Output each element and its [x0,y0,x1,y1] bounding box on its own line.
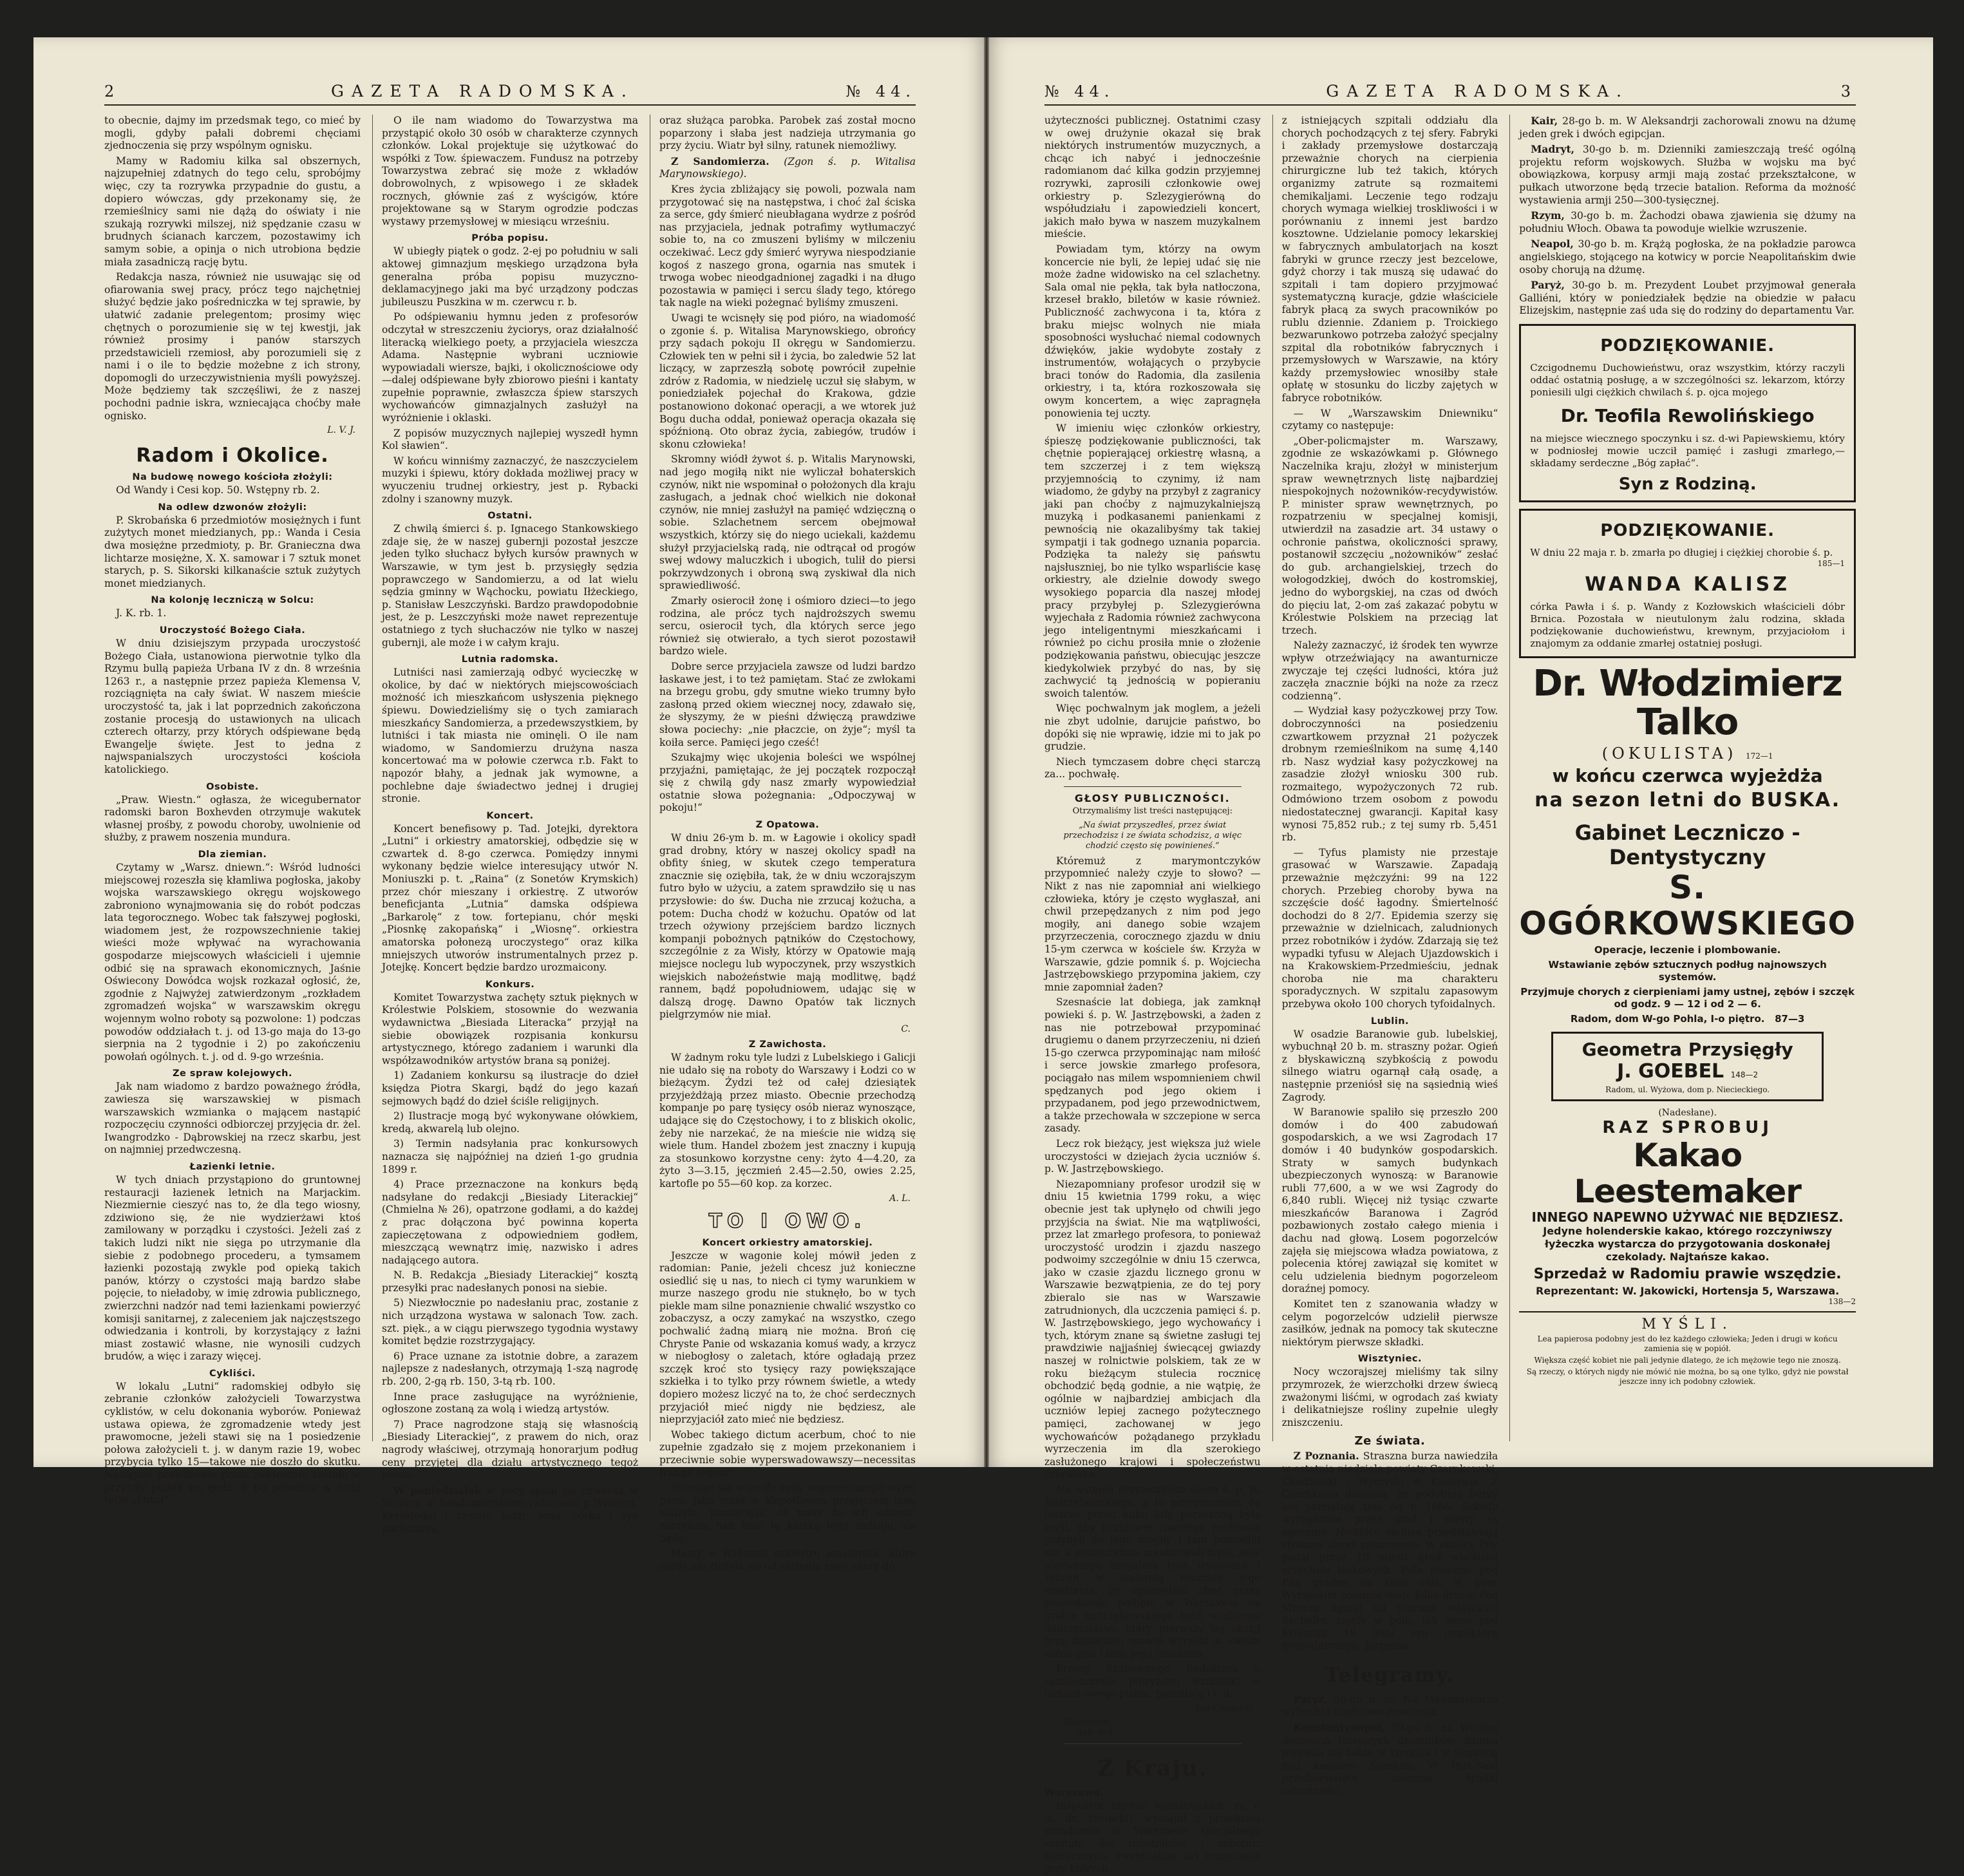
article-paragraph: Stosując się więc do rady wspomnianego wyżej pana, jaka mnie w kłopotliwem przyjęciem mną zbliżyła, pamiętając, że mnie do ich odnosić zaczynam nań brać tę kartkę tego rodzaju nie będę. [659,1482,916,1544]
article-paragraph: Nocy wczorajszej mieliśmy tak silny przymrozek, że wierzchołki drzew świecą zważonymi liśćmi, w ogrodach zaś kwiaty i delikatniejsze rośliny zupełnie uległy zniszczeniu. [1281,1366,1498,1428]
article-paragraph: Powiadam tym, którzy na owym koncercie nie byli, że lepiej udać się nie może żadne widowisko na cel szlachetny. Sala omal nie pękła, tak była natłoczona, krzeseł brakło, biletów w kasie również. Publiczność zachwycona i ta, która z braku miejsc wolnych nie miała sposobności wysłuchać niemal codownych dźwięków, jakie wydobyte zostały z instrumentów, wołających o przybycie braci tonów do Radomia, dla zasilenia orkiestry, i ta, która rozkoszowała się owym koncertem, a więc zapragnęła ponowienia tej uczty. [1044,243,1261,419]
issue-number: № 44. [1044,82,1115,100]
article-paragraph: P. Skrobańska 6 przedmiotów mosiężnych i funt zużytych monet miedzianych, pp.: Wanda i Cesia dwa mosiężne przedmioty, p. Br. Granieczna dwa lichtarze mosiężne, X. X. samowar i 7 sztuk monet starych, p. S. Sikorski kilkanaście sztuk zużytych monet miedzianych. [104,514,361,589]
ad-code: 138—2 [1828,1296,1856,1306]
inline-text: Straszna burza nawiedziła w ostatnią niedzielę powiaty Czarnkowski, Chodzieski i Wyrzyski w Księstwie. Z Czarnkowa donoszą, że podobnej burzy nie pamiętają tam od r. 1866. Szkody wyrządzone przez grad i ulewy są ogromne. Niektóre okolice przedstawiają straszny obraz zniszczenia. W okolicy Piły padał przez 10 minut grad wielkości orzechów laskowych. Pola pszenne pod Piłą graden na kilka cali. W pow. Wyrzyskim połamał wiatr kilka drzew. Pod Mroczą zginął od pioruna właściciel Sechafer, zajęty w polu, tak samo pod Krajanką 19 letni syn inspektora gospodarczego, Jurgensa. [1281,1450,1498,1652]
newspaper-spread [33,37,1933,1875]
article-paragraph: Któremuż z marymontczyków przypomnieć należy czyje to słowo? — Nikt z nas nie zapomniał ani wielkiego człowieka, który je często wygłaszał, ani chwil przepędzanych z nim pod jego mogiły, ani danego sobie wzajem przyrzeczenia, corocznego zjazdu w dniu 15-ym czerwca w kościele św. Krzyża w Warszawie, gdzie pomnik ś. p. Wojciecha Jastrzębowskiego przypomina jakiem, czy mnie zapomniał żaden? [1044,855,1261,993]
section-title-radom: Radom i Okolice. [136,444,329,468]
place-line: Ulanowice, [1064,1718,1111,1728]
place-line: gub. rad. [1077,1728,1115,1738]
column-1 [104,115,361,1506]
article-paragraph: to obecnie, dajmy im przedsmak tego, co mieć by mogli, gdyby pałali dobremi chęciami zjednoczenia się przy wspólnym ognisku. [104,115,361,152]
article-paragraph: W lokalu „Lutni“ radomskiej odbyło się zebranie członków założycieli Towarzystwa cyklistów, w celu dokonania wyborów. Ponieważ ustawa opiewa, że zgromadzenie wtedy jest prawomocne, jeżeli stawi się na 1 posiedzenie połowa założycieli t. j. w danym razie 19, wobec przybycia tylko 15—takowe nie doszło do skutku. Następne posiedzenie przez zawiesznie zostało w przyszły piątek na godz. 6 po południu w lutni tejże „Lutni“. [104,1380,361,1506]
inline-text: w nocy spalił się czworak w Słupczy w Sandomierskiem (własność p.Wincent. Kerskiego) i czworo ludzi: żona, córka i syn pachciarza, [382,1484,638,1535]
article-paragraph [1519,143,1856,207]
ad-talko-line: na sezon letni do BUSKA. [1534,788,1841,811]
subheading: Uroczystość Bożego Ciała. [159,625,306,636]
inline-heading: Madryt, [1531,143,1575,156]
ad-geo-address: Radom, ul. Wyżowa, dom p. Niecieckiego. [1605,1085,1770,1094]
subheading: Osobiste. [206,781,259,792]
article-paragraph: Koncert benefisowy p. Tad. Jotejki, dyrektora „Lutni“ i orkiestry amatorskiej, odbędzie się w czwartek d. 8-go czerwca. Pomiędzy innymi wykonany będzie wielce interesujący utwór N. Moniuszki p. t. „Raina“ (z Sonetów Krymskich) przez chór mieszany i orkiestrę. Z utworów beneficjanta „Lutnia“ damska odśpiewa „Barkarolę“ z tow. fortepianu, chór męski „Piosnkę zakopańską“ i „Wiosnę“. orkiestra amatorska połonezą uroczystego“ oraz kilka mniejszych utworów instrumentalnych przez p. Jotejkę. Koncert będzie bardzo urozmaicony. [382,822,638,974]
article-paragraph: oraz służąca parobka. Parobek zaś został mocno poparzony i słaba jest nadzieja utrzymania go przy życiu. Wiatr był silny, ratunek niemożliwy. [659,115,916,152]
mysli-line: Są rzeczy, o których nigdy nie mówić nie można, bo są one tylko, gdyż nie powstał jeszcze inny ich podobny człowiek. [1526,1367,1849,1386]
article-paragraph: Jeszcze w wagonie kolej mówił jeden z radomian: Panie, jeżeli chcesz już konieczne osiedlić się u nas, to niech ci tymy warunkiem w murze naszego grodu nie stuknęło, bo w tych piekle mam silne ponaznienie chwalić wszystko co zobaczysz, a oczy zamykać na wszystko, czego pochwalić żadną miarą nie można. Broń cię Chryste Panie od wskazania komuś wady, a krzycz w niebogłosy o zaletach, które ogładają przez szczęk kroć sto tysięcy razy powiększające szkiełka i to tylko przy równem świetle, a wtedy dopiero możesz liczyć na to, że choć serdecznych przyjaciół mieć nigdy nie będziesz, ale nieprzyjaciół zato mieć nie będziesz. [659,1249,916,1426]
glosy-subtitle: Otrzymaliśmy list treści następującej: [1072,806,1233,816]
inline-text: 30-go b. m. Na Madagaskarze wybuchła częściowa rewolucja. [1281,1693,1498,1718]
article-paragraph: „Praw. Wiestn.“ ogłasza, że wicegubernator radomski baron Boxhevden otrzymuje wakutek własnej prośby, z powodu choroby, uwolnienie od służby, z prawem noszenia mundura. [104,793,361,844]
ad-text: W dniu 22 maja r. b. zmarła po długiej i ciężkiej chorobie ś. p. [1530,546,1833,558]
ad-geo-name-text: J. GOEBEL [1617,1059,1724,1083]
section-title-glosy: GŁOSY PUBLICZNOŚCI. [1074,791,1231,804]
article-paragraph: Inne prace zasługujące na wyróżnienie, ogłoszone zostaną za wolą i wiedzą artystów. [382,1390,638,1416]
article-paragraph: Uwagi te wcisnęły się pod pióro, na wiadomość o zgonie ś. p. Witalisa Marynowskiego, obrońcy przy sądach pokoju II okręgu w Sandomierzu. Człowiek ten w pełni sił i życia, bo zaledwie 52 lat liczący, w zaprzeszłą sobotę powrócił zupełnie zdrów z Radomia, w niedzielę uczuł się słabym, w poniedziałek pojechał do Krakowa, gdzie postanowiono dokonać operacji, a we wtorek już Bogu ducha oddał, ponieważ operacja okazała się spóźnioną. Oto obraz życia, zabiegów, trudów i skonu człowieka! [659,312,916,450]
ad-gab-title: Gabinet Leczniczo - Dentystyczny [1574,820,1800,869]
article-paragraph: W ubiegły piątek o godz. 2-ej po południu w sali aktowej gimnazjum męskiego urządzona była generalna próba popisu muzyczno-deklamacyjnego jaki ma być urządzony podczas jubileuszu Puszkina w m. czerwcu r. b. [382,245,638,308]
article-paragraph [659,155,916,181]
newspaper-title: GAZETA RADOMSKA. [331,82,634,100]
page-left [33,37,987,1572]
glosy-quote: „Na świat przyszedłeś, przez świat przechodzisz i ze świata schodzisz, a więc chodzić często się powinieneś.“ [1063,820,1242,851]
subheading: Lublin. [1370,1016,1410,1027]
issue-number: № 44. [845,82,916,100]
signature: L. V. J. [327,425,355,436]
ad-talko-name: Dr. Włodzimierz Talko [1533,662,1842,743]
article-paragraph: Szesnaście lat dobiega, jak zamknął powieki ś. p. W. Jastrzębowski, a żaden z nas nie potrzebował przypominać drugiemu o danem przyrzeczeniu, ni dzień 15-go czerwca przypominając nam miłość i serce jowskie zmarłego profesora, pociągało nas milem wspomnieniem chwil spędzanych pod jego okiem i przypadanem, pod jego przewodnictwem, a także przechowała w szczepione w serca zasady. [1044,996,1261,1135]
article-paragraph: 6) Prace uznane za istotnie dobre, a zarazem najlepsze z nadesłanych, otrzymają 1-szą nagrodę rb. 200, 2-gą rb. 150, 3-tą rb. 100. [382,1350,638,1388]
article-paragraph: Od Wandy i Cesi kop. 50. Wstępny rb. 2. [116,484,320,497]
article-paragraph: Proszę Szanownego Redaktora o zamieszczenie powyższej wzmianki w łamach swego pisma, pozostaję i t. d. [1044,1663,1261,1700]
binding-gutter [984,37,989,1467]
ad-kakao-line: INNEGO NAPEWNO UŻYWAĆ NIE BĘDZIESZ. [1531,1209,1844,1225]
ad-code: 87—3 [1775,1012,1805,1025]
article-paragraph: 3) Termin nadsyłania prac konkursowych naznacza się najpóźniej na dzień 1-go grudnia 1899 r. [382,1138,638,1175]
ad-gab-line [1519,1013,1856,1025]
inline-heading: Z Sandomierza. [671,155,770,167]
section-title-telegramy: Telegramy. [1325,1663,1455,1687]
subheading: Na budowę nowego kościoła złożyli: [132,472,333,483]
signature: Jan Chajecki. [1195,1703,1256,1714]
subheading: Na odlew dzwonów złożyli: [158,502,307,513]
article-paragraph [1282,1693,1498,1719]
ad-kakao [1519,1108,1856,1306]
inline-heading: Neapol, [1531,238,1574,251]
article-paragraph: Komitet Towarzystwa zachęty sztuk pięknych w Królestwie Polskiem, stosownie do wezwania wydawnictwa „Biesiada Literacka“ przyjął na siebie obowiązek rozpisania konkursu artystycznego, którego zadaniem i warunki dla współzawodników artystów brana są poniżej. [382,991,638,1066]
article-paragraph: W dniu dzisiejszym przypada uroczystość Bożego Ciała, ustanowiona pierwotnie tylko dla Rzymu bullą papieża Urbana IV z dn. 8 września 1263 r., a następnie przez papieża Klemensa V, rozciągnięta na cały świat. W naszem mieście uroczystość ta, jak i lat poprzednich zakończona zostanie procesją do ustawionych na ulicach czterech ołtarzy, przy których odśpiewane będą Ewangelje święte. Jest to jedna z najwspanialszych uroczystości kościoła katolickiego. [104,638,361,775]
article-paragraph: Niech tymczasem dobre chęci starczą za... pochwałę. [1044,755,1261,781]
article-paragraph: W osadzie Baranowie gub. lubelskiej, wybuchnął 20 b. m. straszny pożar. Ogień z błyskawiczną szybkością z powodu silnego wiatru ogarnął całą osadę, a następnie przeniósł się na sąsiednią wieś Zagrody. [1281,1028,1498,1103]
article-paragraph [1282,1721,1498,1798]
inline-text: 30-go b. m. Prezydent Loubet przyjmował generała Galliéni, który w poniedziałek będzie na obiedzie w pałacu Elizejskim, następnie zaś uda się do rodziny do departamentu Var. [1519,280,1856,317]
article-paragraph [1282,1450,1498,1653]
inline-text: 30-go b. m. Krążą pogłoska, że na pokładzie parowca angielskiego, stojącego na kotwicy w porcie Neapolitańskim dwie osoby chorują na dżumę. [1519,238,1856,276]
article-paragraph: Niezapomniany profesor urodził się w dniu 15 kwietnia 1799 roku, a więc obecnie jest tak upłynęło od chwili jego przyjścia na świat. Nie ma wątpliwości, przez lat zmarłego profesora, to ponieważ uroczystość urodzin i zjazdu naszego podwoimy szczególnie w dniu 15 czerwca, jako w czasie zjazdu licznego gronu w Warszawie bezwątpienia, ze do tej pory zbieralo sie nas w Warszawie zatrudnionych, dla uczczenia pamięci ś. p. W. Jastrzębowskiego, jego wychowańcy i tych, którym znane są świetne zasługi tej prawdziwie najjaśniej świecącej gwiazdy naszej w rolnictwie polskiem, tak ze w roku bieżącym stulecia rocznicę obchodzić będą godnie, a nie wątpię, że ogólnie w najbardziej ambicjach dla uczniów lepiej zacnego pożytecznego pamięci, zachowanej w jego wychowańców pożądanego przykładu wyrzeczenia im dla szerokiego zasłużonego krajowi i społeczeństwu człowieka. [1044,1178,1261,1481]
article-paragraph: Na wstępie przytoczyłem słowa ś. p. W. Jastrzębowskiego, a to przypominam, że jeszcze przed kilku laty poruszoną była myśl, aby uczniowie zmarłego profesora przybyli do jego mogiły i tam pomodlili się, a jednocześnie zrealizowali myśl, żeby pierwszego inicjatora tych wycieczek i zebrań w stuletnią rocznicę jego urodzenia, by upamiętnić choć przez pochodzenie podjęte w Warszawie na grobie Jastrzębowskiego hołd wielkiemu nauczycielowi, który pierwszy tej okazji przy dzisiejszej mowie wyrzekł w swoim sercu głos i imię jego imieniem. [1044,1483,1261,1660]
ad-geo-title: Geometra Przysięgły [1582,1038,1793,1060]
article-paragraph: Czytamy w „Warsz. dniewn.“: Wśród ludności miejscowej rozeszła się kłamliwa pogłoska, jakoby wojska warszawskiego okręgu wojskowego zabroniono wynajmowania się do robót podczas lata tegorocznego. Wobec tak fałszywej pogłoski, wiadomem jest, że rozpowszechnienie takiej wieści może wpływać na wyrachowania gospodarze miejscowych właścicieli i ujemnie odbić się na sprawach ekonomicznych, Jaśnie Oświecony Dowódca wojsk rozkazał ogłosić, że, zgodnie z Najwyżej zatwierdzonym „rozkładem zgromadzeń wojska“ w warszawskim okręgu wojennym wolno roboty są pozwolone: 1) podczas powodów oddziałach t. j. od 13-go maja do 13-go sierpnia na 2 tygodnie i 2) po zakończeniu powołań ogólnych. t. j. od d. 9-go września. [104,861,361,1063]
inline-heading: Konstantynopol, [1293,1721,1385,1734]
signature: A. L. [889,1193,911,1204]
subheading: Koncert orkiestry amatorskiej. [702,1237,873,1248]
article-paragraph: — Wydział kasy pożyczkowej przy Tow. dobroczynności na posiedzeniu czwartkowem przyznał 21 pożyczek drobnym rzemieślnikom na sumę 4,140 rb. Nasz wydział kasy pożyczkowej na zasadzie złożył wniosku 300 rub. rozmaitego, wypożyczonych 72 rub. Odmówiono trzem osobom z powodu niedostatecznej gwarancji. Kapitał kasy wynosi 75,852 rub.; z tej sumy rb. 5,451 rb. [1281,705,1498,844]
ad-heading: PODZIĘKOWANIE. [1600,520,1775,540]
ad-name: Dr. Teofila Rewolińskiego [1560,404,1815,426]
article-paragraph: W dniu 26-ym b. m. w Łagowie i okolicy spadł grad drobny, który w naszej okolicy spadł na obfity śnieg, w skutek czego temperatura znacznie się oziębiła, tak, że w dniu wczorajszym futro było w użyciu, a zatem sprawdziło się u nas przysłowie: do św. Ducha nie zrzucaj kożucha, a potem: Ducha chodź w kożuchu. Opatów od lat trzech ożywiony przejściem bardzo licznych kompanji pobożnych pątników do Częstochowy, szczególnie z za Wisły, którzy w Opatowie mają miejsce noclegu lub wypoczynek, przy wszystkich wiejskich nabożeństwie mają modlitwę, bądź rannem, bądź popołudniowem, udając się w dalszą drogę. Dawno Opatów tak licznych pielgrzymów nie miał. [659,832,916,1021]
ad-text: Czcigodnemu Duchowieństwu, oraz wszystkim, którzy raczyli oddać ostatnią posługę, a w szczególności sz. lekarzom, którzy poniesili ulgi ciężkich chwilach ś. p. ojca mojego [1530,361,1846,398]
ad-kakao-note: (Nadesłane). [1658,1107,1717,1118]
ad-gab-address: Radom, dom W-go Pohla, I-o piętro. [1570,1012,1765,1025]
article-paragraph: Mamy w Radomiu kilka sal obszernych, najzupełniej zdatnych do tego celu, sprobójmy więc, czy ta rozrywka przypadnie do gustu, a dopiero wówczas, gdy przekonamy się, że rzemieślnicy sami nie dążą do oświaty i nie szukają rozrywki milszej, niż spędzanie czasu w brudnych ścianach karczem, pozostawimy ich samym sobie, a opinja o nich utrobiona będzie miała zasadniczą rację bytu. [104,155,361,268]
subheading: Dla ziemian. [198,849,267,860]
article-paragraph: W tych dniach przystąpiono do gruntownej restauracji łazienek letnich na Marjackim. Niezmiernie cieszyć nas to, że dla tego wiosny, zdziwiono się, że nie wydzierżawi ktoś zamilowany w porządku i czystości. Jeżeli zaś z takich ludzi nikt nie sięga po utrzymanie dla siebie z podobnego procederu, a tymsamem łazienki pozostają zwykle pod opieką takich panów, którzy o czystości mają bardzo słabe pojęcie, to nieładoby, w imię zdrowia publicznego, zwierzchni nadzór nad temi łazienkami powierzyć komisji sanitarnej, z zaleceniem jak najczęstszego odwiedzania i kontroli, by korzystający z łaźni miast zostawić własne, nie wynosili cudzych brudów, a więc i zarazy więcej. [104,1173,361,1363]
ad-goebel [1551,1032,1824,1101]
subheading: Na kolonję leczniczą w Solcu: [151,595,314,606]
ad-geo-name [1558,1060,1817,1083]
inline-heading: Rzym, [1531,209,1565,222]
subheading: Z Opatowa. [755,820,820,831]
article-paragraph: — W „Warszawskim Dniewniku“ czytamy co następuje: [1281,407,1498,432]
subheading: Ostatni. [487,511,533,522]
section-title-to-i-owo: TO I OWO. [708,1209,867,1233]
article-paragraph: Skromny wiódł żywot ś. p. Witalis Marynowski, nad jego mogiłą nikt nie wyliczał bohaterskich czynów, nikt nie wspominał o położonych dla kraju zasługach, a jednak choć wielkich nie dokonał czynów, nie mniej zasłużył na pamięć wdzięczną o sobie. Szlachetnem sercem obejmował wszystkich, którzy się do niego uciekali, każdemu służył przyjacielską radą, nie odtrącał od progów swej wdowy maluczkich i ubogich, tulił do piersi pokrzywdzonych i obroną swą zyskiwał dla nich sprawiedliwość. [659,453,916,592]
subheading: Cykliści. [209,1368,256,1379]
ad-ogorkowski [1519,820,1856,1025]
article-paragraph: użyteczności publicznej. Ostatnimi czasy w owej drużynie okazał się brak niektórych instrumentów muzycznych, a chcąc ich nabyć i jednocześnie radomianom dać kilka godzin przyjemnej rozrywki, zaprosili członkowie owej orkiestry p. Szlezygierówną do współudziału i zapowiedzieli koncert, jakich mało bywa w naszem muzykalnem mieście. [1044,115,1261,240]
subheading: Lutnia radomska. [461,654,559,665]
article-paragraph: O ile nam wiadomo do Towarzystwa ma przystąpić około 30 osób w charakterze czynnych członków. Lokal projektuje się użytkować do współki z Tow. śpiewaczem. Fundusz na potrzeby Towarzystwa zebrać się może z wkładów dobrowolnych, z wpisowego i ze składek rocznych, głównie zaś z wyścigów, które projektowane są w Starym ogrodzie podczas wystawy przemysłowej w miesiącu wrześniu. [382,115,638,227]
ad-kakao-rep: Reprezentant: W. Jakowicki, Hortensja 5, Warszawa. [1536,1284,1840,1297]
inline-text: 30-go b. m. Żachodzi obawa zjawienia się dżumy na południu Włoch. Obawa ta powoduje wielkie wzruszenie. [1519,210,1856,234]
article-paragraph: — Tyfus plamisty nie przestaje grasować w Warszawie. Zapadają przeważnie mężczyźni: 99 na 122 chorych. Przebieg choroby bywa na szczęście dość łagodny. Śmiertelność dochodzi do 8 2/7. Epidemia szerzy się przeważnie w dzielnicach, zaludnionych przez robotników i żydów. Zdarzają się też wypadki tyfusu w Alejach Ujazdowskich i na Krakowskiem-Przedmieściu, jednak choroba nie ma charakteru sporadycznych. W szpitalu zapasowym przebywa około 100 chorych tyfoidalnych. [1281,846,1498,1010]
inline-heading: Z Poznania. [1293,1450,1359,1463]
section-title-z-kraju: Z Kraju. [1097,1756,1208,1782]
column-6 [1509,115,1856,1441]
article-paragraph: Jak nam wiadomo z bardzo poważnego źródła, zawiesza się warszawskiej w pismach warszawskich wzmianka o mającem nastąpić rozpoczęciu czynności odbiorczej przyjęcia dr. żel. Iwangrodzko - Dąbrowskiej na rzecz skarbu, jest on najmniej przedwczesną. [104,1081,361,1156]
article-paragraph: Więc pochwalnym jak moglem, a jeżeli nie zbyt udolnie, darujcie państwo, bo dopóki się nie wprawię, idzie mi to jak po grudzie. [1044,703,1261,753]
ad-podziekowanie-kalisz [1519,509,1856,658]
page-right [987,37,1933,1875]
article-paragraph: Z popisów muzycznych najlepiej wyszedł hymn Kol sławien“. [382,427,638,452]
article-paragraph: Szukajmy więc ukojenia boleści we wspólnej przyjaźni, pamiętając, że jej początek rozpoczął się z chwilą gdy nasz zmarły wypowiedział ostatnie słowa pożegnania: „Odpoczywaj w pokoju!“ [659,752,916,814]
column-3 [650,115,916,1572]
ad-gab-line: Operacje, leczenie i plombowanie. [1594,943,1781,956]
columns-left [104,115,916,1572]
subheading: Koncert. [486,810,534,821]
article-paragraph: Kres życia zbliżający się powoli, pozwala nam przygotować się na następstwa, i choć żal ściska za serce, gdy śmierć nieubłagana wydrze z pośród nas przyjaciela, jednak potrafimy wytłumaczyć sobie to, na co zmuszeni byliśmy w milczeniu oczekiwać. Lecz gdy śmierć wyrywa niespodzianie kogoś z naszego grona, ogarnia nas smutek i trwoga wobec nieodgadnionej zagadki i na długo pozostawia w pamięci i sercu ślady tego, którego tak nagle na wieki pożegnać byliśmy zmuszeni. [659,183,916,309]
inline-heading: W poniedziałek [393,1484,482,1497]
ad-code: 172—1 [1745,751,1773,761]
ad-talko-line: w końcu czerwca wyjeżdża [1552,764,1823,786]
article-paragraph: Zmarły osierocił żonę i ośmioro dzieci—to jego rodzina, ale prócz tych najdroższych swemu sercu, osierocił tych, dla których serce jego również się otwierało, a tych sierot pozostawił bardzo wiele. [659,594,916,658]
article-paragraph: 1) Zadaniem konkursu są ilustracje do dzieł księdza Piotra Skargi, bądź do jego kazań sejmowych bądź do dzieł ściśle religijnych. [382,1070,638,1107]
column-5 [1272,115,1498,1797]
inline-text: 28-go b. m. W Aleksandrji zachorowali znowu na dżumę jeden grek i dwóch egipcjan. [1519,115,1856,140]
running-head-right [1044,77,1856,106]
inline-text: 30-go b. m. Dzienniki zamieszczają treść ogólną projektu reform wojskowych. Służba w wojsku ma być obowiązkowa, korpusy armji mają zostać przekształcone, w pułkach utworzone będą trzecie batalion. Reforma da możność wystawienia armji 250—300-tysięcznej. [1519,144,1856,206]
section-title-ze-swiata: Ze świata. [1354,1434,1426,1448]
article-paragraph: W końcu winniśmy zaznaczyć, że naszczycielem muzyki i śpiewu, który dokłada możliwej pracy w wyuczeniu trudnej orkiestry, jest p. Rybacki zdolny i szanowny muzyk. [382,455,638,505]
article-paragraph: N. B. Redakcja „Biesiady Literackiej“ kosztą przesyłki prac nadesłanych ponosi na siebie. [382,1269,638,1294]
subheading: Ze spraw kolejowych. [172,1068,292,1079]
ad-talko-profession-text: (OKULISTA) [1601,744,1737,763]
article-paragraph: Lutniści nasi zamierzają odbyć wycieczkę w okolice, by dać w niektórych miejscowościach możność ich mieszkańcom usłyszenia pięknego śpiewu. Dowiedzieliśmy się o tych zamiarach mieszkańcy Sandomierza, a przedewszystkiem, by lutniści i tak miasta nie ominęli. O ile nam wiadomo, w Sandomierzu drużyna nasza koncertować ma w połowie czerwca r.b. Fakt to nąpozór błahy, a jednak jak wymowne, a pochlebne daje świadectwo jednej i drugiej stronie. [382,667,638,805]
column-4 [1044,115,1261,1875]
article-paragraph: Lecz rok bieżący, jest większa już wiele uroczystości w dziejach życia uczniów ś. p. W. Jastrzębowskiego. [1044,1137,1261,1175]
page-number: 2 [104,82,120,100]
article-paragraph: W Baranowie spaliło się przeszło 200 domów i do 400 zabudowań gospodarskich, a we wsi Zagrodach 17 domów i 40 budynków gospodarskich. Straty w samych budynkach ubezpieczonych wynoszą: w Baranowie rubli 77,600, a w we wsi Zagrody do 6,840 rubli. Więcej niż tysiąc czwarte mieszkańców Baranowa i Zagród pozbawionych zostało całego mienia i dachu nad głową. Losem pogorzelców zajęła się miejscowa władza powiatowa, z polecenia której zawiązał się komitet w celu udzielenia biednym pogorzeleom doraźnej pomocy. [1281,1106,1498,1295]
article-paragraph [1519,238,1856,276]
article-paragraph [382,1484,638,1535]
ad-kakao-line: RAZ SPROBUJ [1602,1117,1773,1137]
article-paragraph: Mamy w Radomiu orkiestrę amatorską, która nigdy nie złożyła się od złożenia swej ofiary do [659,1548,916,1572]
article-paragraph: 7) Prace nagrodzone stają się własnością „Biesiady Literackiej“, z prawem do nich, oraz nagrody właściwej, otrzymają honorarjum podług ceny przyjętej dla działu artystycznego tegoż pisma. [382,1418,638,1481]
ad-code: 185—1 [1817,558,1846,568]
ad-name: WANDA KALISZ [1585,573,1790,596]
column-2 [372,115,638,1535]
mysli-line: Większa część kobiet nie pali jedynie dlatego, że ich mężowie tego nie znoszą. [1534,1355,1841,1365]
divider [1064,1743,1242,1744]
ad-kakao-line: Sprzedaż w Radomiu prawie wszędzie. [1533,1265,1842,1282]
article-paragraph [1519,115,1856,140]
article-paragraph: Dobre serce przyjaciela zawsze od ludzi bardzo łaskawe jest, i to też pamiętam. Stać ze zwłokami na brzegu grobu, gdy smutne wieko trumny było zasłoną przed okiem wiecznej nocy, zdawało się, że słyszymy, że w pieśni dźwięczą prawdziwe słowa pociechy: „nie płaczcie, on żyje“; myśl ta koiła serce. Pamięci jego cześć! [659,660,916,748]
article-paragraph: „Ober-policmajster m. Warszawy, zgodnie ze wskazówkami p. Głównego Naczelnika kraju, złożył w ministerjum spraw wewnętrznych listę najbardziej niespokojnych nożowników-recydywistów. P. minister spraw wewnętrznych, po rozpatrzeniu w specjalnej komisji, utwierdził na zasadzie art. 34 ustawy o ochronie państwa, okoliczności sprawy, postanowił szczęciu „nożowników“ zesłać do gub. archangielskiej, trzech do wołogodzkiej, dwóch do kostromskiej, jedno do wyborgskiej, na czas od dwóch do pięciu lat, 2-om zaś zakazać pobytu w Królestwie Polskiem na przeciąg lat trzech. [1281,435,1498,636]
ad-talko-profession [1519,744,1856,763]
newspaper-title: GAZETA RADOMSKA. [1326,82,1629,100]
ad-gab-line: Przyjmuje chorych z cierpieniami jamy ustnej, zębów i szczęk od godz. 9 — 12 i od 2 — 6. [1520,985,1855,1010]
ad-gab-name: S. OGÓRKOWSKIEGO [1519,868,1856,942]
article-paragraph: Komitet ten z szanowania władzy w celym pogorzelców udzielił pierwsze zasiłków, jednak na pomocy tak skuteczne niektórym pierwsze składki. [1281,1298,1498,1348]
article-paragraph: W imieniu więc członków orkiestry, śpieszę podziękowanie publiczności, tak chętnie popierającej orkiestrę własną, a tem szczerzej i z tem większą przyjemnością to czynimy, iż nam wiadomo, że gdyby na przybył z zagranicy jaki pan choćby z najmuzykalniejszą muzyką i podkasanemi panienkami z pewnością nie okazalibyśmy tak takiej sympatji i tak godnego uznania poparcia. Podzięka ta należy się pańswtu najsłuszniej, bo nie tylko wsparliście kasę orkiestry, ale dzielnie dowody swego wysokiego poparcia dla naszej młodej pracy przybyłej p. Szlezygierówna wyjechała z Radomia również zachwycona jego inteligentnymi mieszkańcami i również po cichu prosiła mnie o złożenie podziękowania państwu, obiecując jeszcze kiedykolwiek przybyć do nas, by się zachwycić tą jednością w popieraniu swoich talentów. [1044,422,1261,699]
article-paragraph [1519,279,1856,317]
article-paragraph: Inspektor szpitali warszawskich, rz. r. st. dr. Troiecki), wystąpił z projektem urządzenia w Warszawie specjalnego szpitala dla robotników i robotnic fabrycznych, ewentualnie zaś urządzenia przy których [1044,1800,1261,1875]
article-paragraph: 2) Ilustracje mogą być wykonywane ołówkiem, kredą, akwarelą lub olejno. [382,1110,638,1135]
ad-gab-line: Wstawianie zębów sztucznych podług najnowszych systemów. [1548,958,1827,983]
inline-heading: Paryż, [1293,1692,1328,1705]
subheading: Warszawa. [1044,1788,1104,1799]
signature: C. [901,1023,911,1034]
ad-heading: PODZIĘKOWANIE. [1600,336,1775,355]
ad-podziekowanie-rewolinski [1519,324,1856,502]
page-number: 3 [1840,82,1856,100]
article-paragraph: 5) Niezwłocznie po nadesłaniu prac, zostanie z nich urządzona wystawa w salonach Tow. zach. szt. pięk., a w ciągu pierwszego tygodnia wystawy komitet będzie rozstrzygający. [382,1297,638,1347]
article-paragraph [1519,209,1856,235]
inline-heading: Kair, [1531,115,1558,127]
subheading: Łazienki letnie. [189,1161,276,1172]
article-paragraph: 4) Prace przeznaczone na konkurs będą nadsyłane do redakcji „Biesiady Literackiej“ (Chmielna № 26), opatrzone godłami, a do każdej z prac dołączona być powinna koperta zapieczętowana z odpowiedniem godłem, mieszczącą wewnątrz imię, nazwisko i adres nadającego autora. [382,1179,638,1266]
inline-heading: Paryż, [1531,279,1565,292]
article-paragraph: W żadnym roku tyle ludzi z Lubelskiego i Galicji nie udało się na roboty do Warszawy i Łodzi co w bieżącym. Żydzi też od całej dziesiątek przyjeżdżają przez miasto. Obecnie przechodzą kompanje po parę tysięcy osób nieraz wynoszące, udające się do Częstochowy, i to z bliskich okolic, żeby nie narzekać, że na mieście nie widzą się wiele tłum. Handel zbożem jest znaczny i kupują za stosunkowo korzystne ceny: żyto 4—4.20, za żyto 3—3.15, jęczmień 2.45—2.50, owies 2.25, kartofle po 55—60 kop. za korzec. [659,1051,916,1189]
mysli-heading: MYŚLI. [1641,1316,1733,1332]
mysli-box [1519,1311,1856,1387]
divider [1064,786,1242,787]
article-paragraph: Redakcja nasza, również nie usuwając się od ofiarowania swej pracy, prócz tego najchętniej służyć będzie jako pośredniczka w tej sprawie, by ułatwić zadanie prelegentom; prosimy więc chętnych o porozumienie się w tej kwestji, jak również prosimy i panów starszych przedstawicieli rzemiosł, aby porozumieli się z nami i o ile to będzie możebne z ich strony, dopomogli do urzeczywistnienia myśli powyższej. Może będziemy tak szczęśliwi, że z naszej pochodni padnie iskra, wzniecająca choćby małe ognisko. [104,271,361,422]
ad-kakao-brand: Kakao Leestemaker [1574,1136,1801,1210]
article-paragraph: J. K. rb. 1. [116,607,167,620]
ad-text: na miejsce wiecznego spoczynku i sz. d-wi Papiewskiemu, który w podniosłej mowie uczcił pamięć i zasługi zmarłego,—składamy serdeczne „Bóg zapłać“. [1530,432,1846,469]
article-paragraph: Wobec takiego dictum acerbum, choć to nie zupełnie zgadzało się z mojem przekonaniem i przeciwnie sobie wyperswadowawszy—necessitas frangit legem! [659,1428,916,1479]
article-paragraph: Z chwilą śmierci ś. p. Ignacego Stankowskiego zdaje się, że w naszej gubernji pozostał jeszcze jeden tylko słuchacz byłych kursów prawnych w Warszawie, w tym jest b. przysięgły sędzia poprawczego w Sandomierzu, a od lat wielu sędzia gminny w Wąchocku, powiatu Iłżeckiego, p. Stanisław Leszczyński. Bardzo prawdopodobnie jest, że p. Leszczyński może nawet reprezentuje ostatniego z tych słuchaczów nie tylko w naszej gubernji, ale może i w całym kraju. [382,523,638,649]
article-paragraph: z istniejących szpitali oddziału dla chorych pochodzących z tej sfery. Fabryki i zakłady przemysłowe dostarczają przeważnie chorych na cierpienia chirurgiczne lub też takich, których organizmy zatrute są rozmaitemi chemikaljami. Leczenie tego rodzaju chorych wymaga wielkiej troskliwości i w porównaniu z innemi jest bardzo kosztowne. Udzielanie pomocy lekarskiej w fabrycznych ambulatorjach na koszt fabryki w grunce rzeczy jest bezcelowe, gdyż chorzy i tak muszą się udawać do szpitali i tam dopiero przyjmować systematyczną kuracje, gdzie właściciele fabryk płacą za swych pracowników po rublu dziennie. Zdaniem p. Troickiego bezwarunkowo potrzeba założyć specjalny szpital dla robotników fabrycznych i przemysłowych w Warszawie, na który każdy przemysłowiec wnosiłby stałe opłatę w stosunku do liczby zajętych w fabryce robotników. [1281,115,1498,404]
subheading: Próba popisu. [471,233,549,244]
running-head-left [104,77,916,106]
ad-code: 148—2 [1730,1070,1759,1079]
article-paragraph: Po odśpiewaniu hymnu jeden z profesorów odczytał w streszczeniu życiorys, oraz działalność literacką wielkiego poety, a przyjaciela wieszcza Adama. Następnie wybrani uczniowie wypowiadali wiersze, bajki, i okolicznościowe ody—dalej odśpiewane były zbiorowo pieśni i kantaty zupełnie poprawnie, zwłaszcza śpiew starszych wychowańców gimnazjalnych zasłużył na wyróżnienie i oklaski. [382,311,638,424]
ad-footer: Syn z Rodziną. [1618,474,1757,494]
subheading: Z Zawichosta. [748,1039,827,1050]
ad-kakao-line: Jedyne holenderskie kakao, którego rozczyniwszy łyżeczka wystarcza do przygotowania doskonałej czekolady. Najtańsze kakao. [1543,1224,1833,1263]
columns-right [1044,115,1856,1875]
ad-talko [1519,662,1856,811]
inline-text: 30-go b. m. Według doniesień tutejszych dzienników, dżuma pojawiła się także w Izmailia i w Sagastig nad kanałem Sueskim. W Port-Said przedsięwzięto znaczne środki ostrożności. [1281,1722,1498,1797]
mysli-line: Lea papierosa podobny jest do łez każdego człowieka; Jeden i drugi w końcu zamienia się w popiół. [1537,1334,1838,1353]
inline-note: (Zgon ś. p. Witalisa Marynowskiego). [659,155,916,180]
subheading: Konkurs. [485,979,535,990]
article-paragraph: Należy zaznaczyć, iż środek ten wywrze wpływ otrzeźwiający na awanturnicze zwyczaje tej części ludności, która już zaczęła znacznie bójki na noże za rzecz codzienną“. [1281,640,1498,702]
subheading: Wisztyniec. [1357,1354,1422,1365]
ad-text: córka Pawła i ś. p. Wandy z Kozłowskich właścicieli dóbr Brnica. Pozostała w nieutulonym żalu rodzina, składa podziękowanie duchowieństwu, krewnym, przyjaciołom i znajomym za oddanie zmarłej ostatniej posługi. [1530,600,1846,649]
